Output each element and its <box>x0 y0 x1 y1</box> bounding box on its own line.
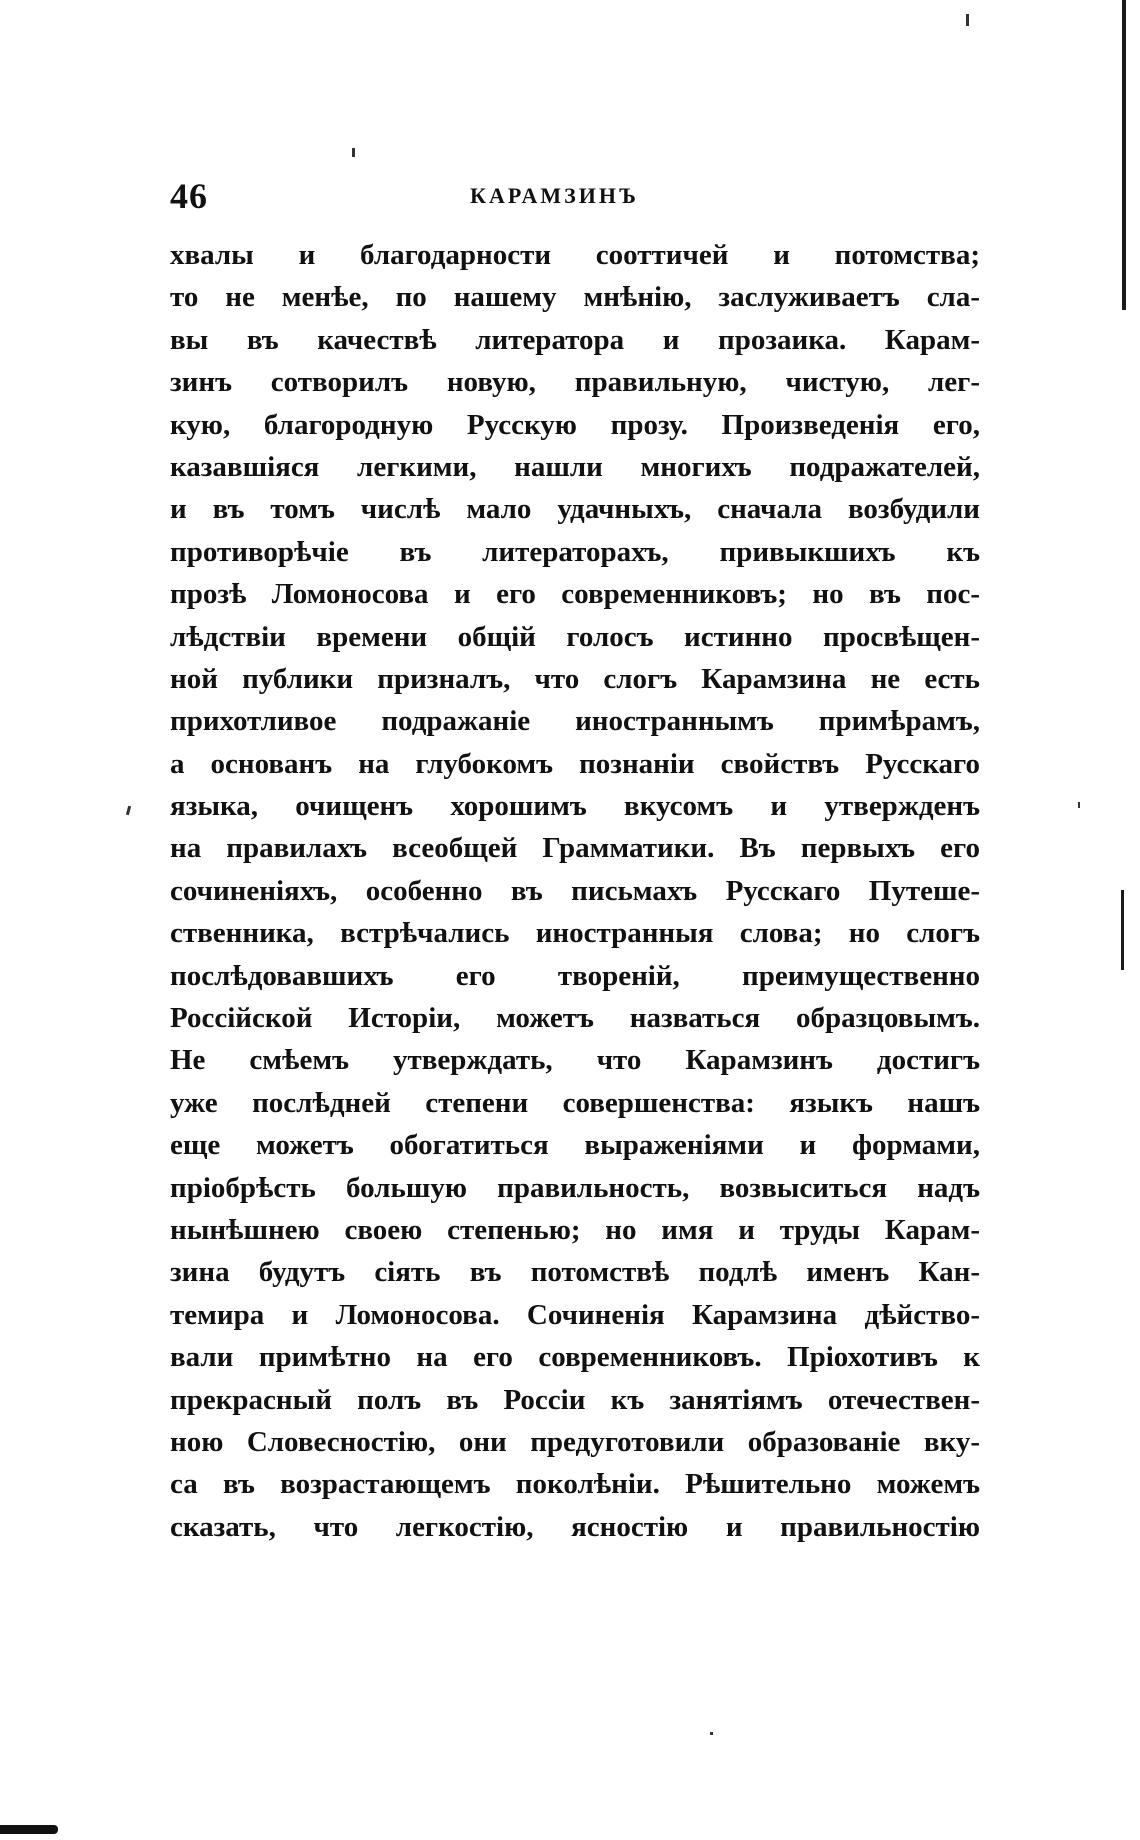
scan-speck <box>710 1732 713 1735</box>
text-line: ственника, встрѣчались иностранныя слова; но слогъ <box>170 917 980 950</box>
text-line: зинъ сотворилъ новую, правильную, чистую, лег- <box>170 366 980 399</box>
scan-speck <box>126 806 131 815</box>
text-line: языка, очищенъ хорошимъ вкусомъ и утвержденъ <box>170 790 980 823</box>
text-line: и въ томъ числѣ мало удачныхъ, сначала возбудили <box>170 493 980 526</box>
text-line: ной публики призналъ, что слогъ Карамзина не есть <box>170 662 980 695</box>
text-line: а основанъ на глубокомъ познаніи свойствъ Русскаго <box>170 747 980 780</box>
text-line: вы въ качествѣ литератора и прозаика. Карам- <box>170 323 980 356</box>
text-line: хвалы и благодарности сооттичей и потомства; <box>170 239 980 271</box>
text-line: нынѣшнею своею степенью; но имя и труды Карам- <box>170 1213 980 1246</box>
text-line: еще можетъ обогатиться выраженіями и формами, <box>170 1129 980 1162</box>
text-line: кую, благородную Русскую прозу. Произведенія его, <box>170 408 980 441</box>
text-line: прекрасный полъ въ Россіи къ занятіямъ отечествен- <box>170 1383 980 1416</box>
text-line: ною Словесностію, они предуготовили образованіе вку- <box>170 1425 980 1458</box>
text-line: прозѣ Ломоносова и его современниковъ; но въ пос- <box>170 578 980 611</box>
scan-speck <box>1078 802 1080 808</box>
text-line: прихотливое подражаніе иностраннымъ примѣрамъ, <box>170 705 980 738</box>
scan-speck <box>966 14 969 26</box>
running-head: КАРАМЗИНЪ <box>470 183 639 208</box>
page-header <box>170 175 980 225</box>
text-line: послѣдовавшихъ его твореній, преимущественно <box>170 959 980 992</box>
scan-edge-right-lower <box>1121 890 1124 970</box>
text-line: са въ возрастающемъ поколѣніи. Рѣшительно можемъ <box>170 1468 980 1501</box>
text-line: на правилахъ всеобщей Грамматики. Въ первыхъ его <box>170 832 980 865</box>
page-number: 46 <box>170 176 208 216</box>
text-line: Не смѣемъ утверждать, что Карамзинъ достигъ <box>170 1044 980 1077</box>
body-text <box>170 234 980 1548</box>
text-line: то не менѣе, по нашему мнѣнію, заслуживаетъ сла- <box>170 281 980 314</box>
text-line: сочиненіяхъ, особенно въ письмахъ Русскаго Путеше- <box>170 874 980 907</box>
text-line: вали примѣтно на его современниковъ. Пріохотивъ к <box>170 1341 980 1374</box>
text-line: сказать, что легкостію, ясностію и правильностію <box>170 1510 980 1543</box>
text-line: пріобрѣсть большую правильность, возвыситься надъ <box>170 1171 980 1204</box>
text-line: уже послѣдней степени совершенства: языкъ нашъ <box>170 1086 980 1119</box>
scan-speck <box>352 148 355 157</box>
text-line: противорѣчіе въ литераторахъ, привыкшихъ къ <box>170 535 980 568</box>
scan-edge-bottom <box>0 1825 58 1834</box>
text-line: темира и Ломоносова. Сочиненія Карамзина дѣйство- <box>170 1298 980 1331</box>
scan-edge-right <box>1122 0 1126 310</box>
text-line: лѣдствіи времени общій голосъ истинно просвѣщен- <box>170 620 980 653</box>
text-line: зина будутъ сіять въ потомствѣ подлѣ именъ Кан- <box>170 1256 980 1289</box>
text-line: казавшіяся легкими, нашли многихъ подражателей, <box>170 450 980 483</box>
text-line: Россійской Исторіи, можетъ назваться образцовымъ. <box>170 1002 980 1035</box>
